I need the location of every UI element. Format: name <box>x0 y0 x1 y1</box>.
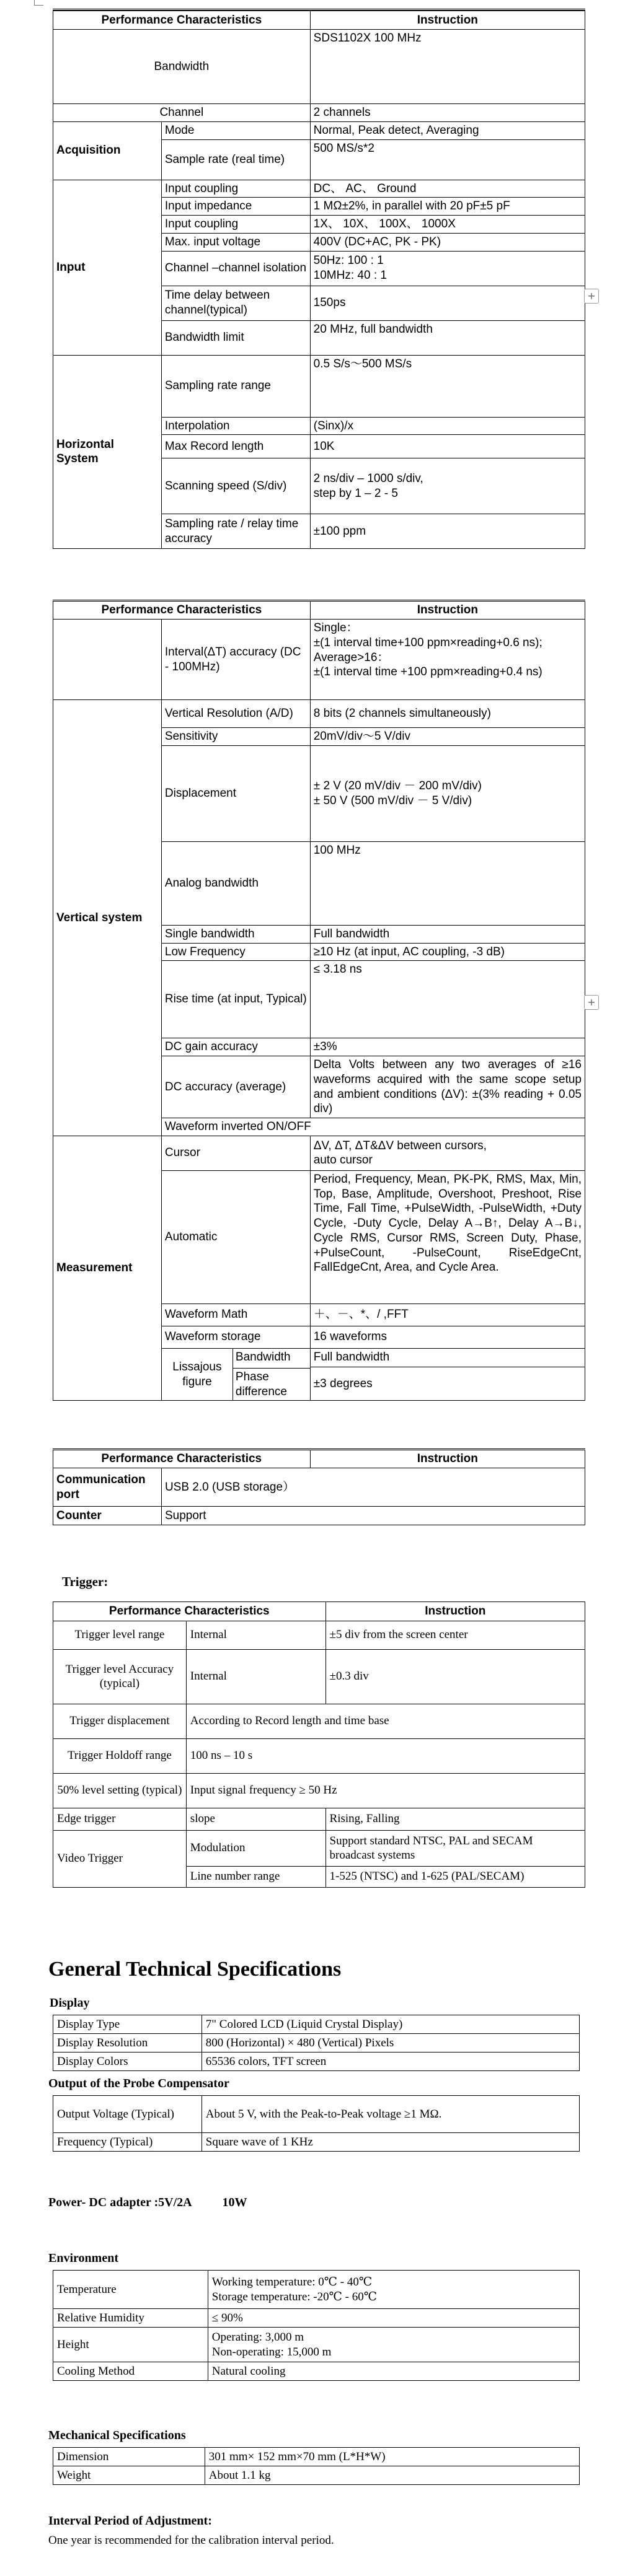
display-type-value: 7" Colored LCD (Liquid Crystal Display) <box>202 2015 579 2034</box>
vertical-cat: Vertical system <box>53 700 162 1136</box>
trig-video-mod-label: Modulation <box>186 1830 326 1866</box>
input-cat: Input <box>53 180 162 355</box>
storage-label: Waveform storage <box>161 1326 310 1348</box>
weight-value: About 1.1 kg <box>205 2466 579 2485</box>
input-coupling2-label: Input coupling <box>161 216 310 234</box>
counter-value: Support <box>161 1507 585 1525</box>
input-coupling-label: Input coupling <box>161 180 310 198</box>
environment-table <box>53 2270 580 2381</box>
trig-holdoff-label: Trigger Holdoff range <box>53 1738 187 1773</box>
add-row-button[interactable]: + <box>584 289 599 304</box>
comm-value: USB 2.0 (USB storage） <box>161 1468 585 1507</box>
mode-label: Mode <box>161 121 310 139</box>
spec-table-3 <box>53 1448 585 1525</box>
trig-fifty-value: Input signal frequency ≥ 50 Hz <box>186 1773 585 1808</box>
sens-label: Sensitivity <box>161 728 310 746</box>
height-label: Height <box>53 2328 208 2362</box>
probe-table <box>53 2095 580 2152</box>
acquisition-cat: Acquisition <box>53 121 162 180</box>
display-type-label: Display Type <box>53 2015 202 2034</box>
maxrec-value: 10K <box>310 435 585 458</box>
trig-video-line-value: 1-525 (NTSC) and 1-625 (PAL/SECAM) <box>326 1866 585 1887</box>
trig-level-acc-sub: Internal <box>186 1649 326 1704</box>
interp-value: (Sinx)/x <box>310 417 585 435</box>
display-colors-value: 65536 colors, TFT screen <box>202 2052 579 2071</box>
sens-value: 20mV/div～5 V/div <box>310 728 585 746</box>
trig-fifty-label: 50% level setting (typical) <box>53 1773 187 1808</box>
analog-label: Analog bandwidth <box>161 841 310 925</box>
bandwidth-label: Bandwidth <box>53 30 311 104</box>
humidity-value: ≤ 90% <box>208 2309 579 2328</box>
environment-title: Environment <box>48 2251 118 2265</box>
input-coupling-value: DC、 AC、 Ground <box>310 180 585 198</box>
trig-level-acc-value: ±0.3 div <box>326 1649 585 1704</box>
page-corner-mark <box>34 0 43 6</box>
vres-value: 8 bits (2 channels simultaneously) <box>310 700 585 728</box>
rise-label: Rise time (at input, Typical) <box>161 961 310 1038</box>
trig-level-range-value: ±5 div from the screen center <box>326 1621 585 1649</box>
input-coupling2-value: 1X、 10X、 100X、 1000X <box>310 216 585 234</box>
lowf-value: ≥10 Hz (at input, AC coupling, -3 dB) <box>310 943 585 961</box>
lissajous-bw-label: Bandwidth <box>232 1349 309 1369</box>
trig-level-range-label: Trigger level range <box>53 1621 187 1649</box>
trig-edge-label: Edge trigger <box>53 1808 187 1830</box>
power-spec: Power- DC adapter :5V/2A 10W <box>48 2196 247 2209</box>
lissajous-cell <box>161 1348 310 1401</box>
header3-instr: Instruction <box>310 1450 585 1468</box>
interval-value: Single： ±(1 interval time+100 ppm×reading+0.6 ns); Average>16： ±(1 interval time +100 ppm×reading+0.4 ns) <box>310 620 585 700</box>
bwlimit-label: Bandwidth limit <box>161 320 310 355</box>
inverted-label: Waveform inverted ON/OFF <box>161 1118 585 1136</box>
trig-holdoff-value: 100 ns – 10 s <box>186 1738 585 1773</box>
header-instr: Instruction <box>310 11 585 30</box>
analog-value: 100 MHz <box>310 841 585 925</box>
rise-value: ≤ 3.18 ns <box>310 961 585 1038</box>
trigger-title: Trigger: <box>62 1574 108 1589</box>
isolation-value: 50Hz: 100 : 1 10MHz: 40 : 1 <box>310 251 585 286</box>
scan-label: Scanning speed (S/div) <box>161 458 310 514</box>
dcgain-value: ±3% <box>310 1038 585 1056</box>
trigger-header-perf: Performance Characteristics <box>53 1602 326 1621</box>
spec-table-2 <box>53 600 585 1401</box>
single-value: Full bandwidth <box>310 925 585 943</box>
interval-title: Interval Period of Adjustment: <box>48 2514 212 2528</box>
probe-output-label: Output Voltage (Typical) <box>53 2096 202 2133</box>
header3-perf: Performance Characteristics <box>53 1450 311 1468</box>
trig-level-range-sub: Internal <box>186 1621 326 1649</box>
header-perf: Performance Characteristics <box>53 11 311 30</box>
disp-label: Displacement <box>161 745 310 841</box>
srange-label: Sampling rate range <box>161 355 310 417</box>
height-value: Operating: 3,000 m Non-operating: 15,000 m <box>208 2328 579 2362</box>
dimension-label: Dimension <box>53 2448 205 2466</box>
trig-displacement-label: Trigger displacement <box>53 1704 187 1738</box>
lissajous-label: Lissajous figure <box>162 1349 233 1401</box>
lowf-label: Low Frequency <box>161 943 310 961</box>
add-row-button-2[interactable]: + <box>584 995 599 1010</box>
humidity-label: Relative Humidity <box>53 2309 208 2328</box>
impedance-value: 1 MΩ±2%, in parallel with 20 pF±5 pF <box>310 198 585 216</box>
trig-video-line-label: Line number range <box>186 1866 326 1887</box>
lissajous-bw-value: Full bandwidth <box>310 1348 585 1367</box>
bwlimit-value: 20 MHz, full bandwidth <box>310 320 585 355</box>
mode-value: Normal, Peak detect, Averaging <box>310 121 585 139</box>
measurement-cat: Measurement <box>53 1136 162 1401</box>
probe-title: Output of the Probe Compensator <box>48 2077 229 2090</box>
isolation-label: Channel –channel isolation <box>161 251 310 286</box>
temp-value: Working temperature: 0℃ - 40℃ Storage temperature: -20℃ - 60℃ <box>208 2271 579 2309</box>
trigger-table <box>53 1601 585 1888</box>
counter-label: Counter <box>53 1507 162 1525</box>
interval-cat-empty <box>53 620 162 700</box>
trig-level-acc-label: Trigger level Accuracy (typical) <box>53 1649 187 1704</box>
cooling-label: Cooling Method <box>53 2362 208 2381</box>
delay-value: 150ps <box>310 286 585 320</box>
display-table <box>53 2015 580 2071</box>
math-value: ＋、－、*、/ ,FFT <box>310 1303 585 1326</box>
scan-value: 2 ns/div – 1000 s/div, step by 1 – 2 - 5 <box>310 458 585 514</box>
interval-label: Interval(ΔT) accuracy (DC - 100MHz) <box>161 620 310 700</box>
sample-rate-label: Sample rate (real time) <box>161 139 310 180</box>
interp-label: Interpolation <box>161 417 310 435</box>
mechanical-title: Mechanical Specifications <box>48 2429 186 2442</box>
math-label: Waveform Math <box>161 1303 310 1326</box>
lissajous-ph-label: Phase difference <box>235 1370 287 1398</box>
trig-edge-sub: slope <box>186 1808 326 1830</box>
trig-displacement-value: According to Record length and time base <box>186 1704 585 1738</box>
channel-value: 2 channels <box>310 104 585 122</box>
dimension-value: 301 mm× 152 mm×70 mm (L*H*W) <box>205 2448 579 2466</box>
probe-freq-value: Square wave of 1 KHz <box>202 2133 579 2152</box>
cooling-value: Natural cooling <box>208 2362 579 2381</box>
auto-value: Period, Frequency, Mean, PK-PK, RMS, Max, Min, Top, Base, Amplitude, Overshoot, Preshoot, Rise Time, Fall Time, +PulseWidth, -PulseWidth, +Duty Cycle, -Duty Cycle, Delay A→B↑, Delay A→B↓, Cycle RMS, Cursor RMS, Screen Duty, Phase, +PulseCount, -PulseCount, RiseEdgeCnt, FallEdgeCnt, Area, and Cycle Area. <box>310 1170 585 1303</box>
weight-label: Weight <box>53 2466 205 2485</box>
lissajous-ph-value: ±3 degrees <box>310 1367 585 1400</box>
trig-video-mod-value: Support standard NTSC, PAL and SECAM broadcast systems <box>326 1830 585 1866</box>
vres-label: Vertical Resolution (A/D) <box>161 700 310 728</box>
maxv-value: 400V (DC+AC, PK - PK) <box>310 233 585 251</box>
comm-label: Communication port <box>53 1468 162 1507</box>
probe-freq-label: Frequency (Typical) <box>53 2133 202 2152</box>
trig-video-label: Video Trigger <box>53 1830 187 1887</box>
relay-value: ±100 ppm <box>310 514 585 549</box>
probe-output-value: About 5 V, with the Peak-to-Peak voltage ≥1 MΩ. <box>202 2096 579 2133</box>
dcacc-label: DC accuracy (average) <box>161 1056 310 1118</box>
trig-edge-value: Rising, Falling <box>326 1808 585 1830</box>
dcgain-label: DC gain accuracy <box>161 1038 310 1056</box>
dcacc-value: Delta Volts between any two averages of ≥16 waveforms acquired with the same scope setup and ambient conditions (ΔV): ±(3% reading + 0.05 div) <box>310 1056 585 1118</box>
disp-value: ± 2 V (20 mV/div － 200 mV/div) ± 50 V (500 mV/div － 5 V/div) <box>310 745 585 841</box>
single-label: Single bandwidth <box>161 925 310 943</box>
maxrec-label: Max Record length <box>161 435 310 458</box>
header2-instr: Instruction <box>310 601 585 620</box>
relay-label: Sampling rate / relay time accuracy <box>161 514 310 549</box>
bandwidth-value: SDS1102X 100 MHz <box>310 30 585 104</box>
trigger-header-instr: Instruction <box>326 1602 585 1621</box>
impedance-label: Input impedance <box>161 198 310 216</box>
auto-label: Automatic <box>161 1170 310 1303</box>
storage-value: 16 waveforms <box>310 1326 585 1348</box>
display-res-value: 800 (Horizontal) × 480 (Vertical) Pixels <box>202 2034 579 2052</box>
temp-label: Temperature <box>53 2271 208 2309</box>
display-title: Display <box>50 1996 90 2010</box>
maxv-label: Max. input voltage <box>161 233 310 251</box>
spec-table-1 <box>53 11 585 549</box>
sample-rate-value: 500 MS/s*2 <box>310 139 585 180</box>
mechanical-table <box>53 2447 580 2485</box>
display-res-label: Display Resolution <box>53 2034 202 2052</box>
delay-label: Time delay between channel(typical) <box>161 286 310 320</box>
display-colors-label: Display Colors <box>53 2052 202 2071</box>
cursor-value: ΔV, ΔT, ΔT&ΔV between cursors, auto cursor <box>310 1136 585 1170</box>
cursor-label: Cursor <box>161 1136 310 1170</box>
general-title: General Technical Specifications <box>48 1958 342 1981</box>
horizontal-cat: Horizontal System <box>53 355 162 549</box>
header2-perf: Performance Characteristics <box>53 601 311 620</box>
interval-text: One year is recommended for the calibration interval period. <box>48 2534 334 2547</box>
channel-label: Channel <box>53 104 311 122</box>
srange-value: 0.5 S/s～500 MS/s <box>310 355 585 417</box>
